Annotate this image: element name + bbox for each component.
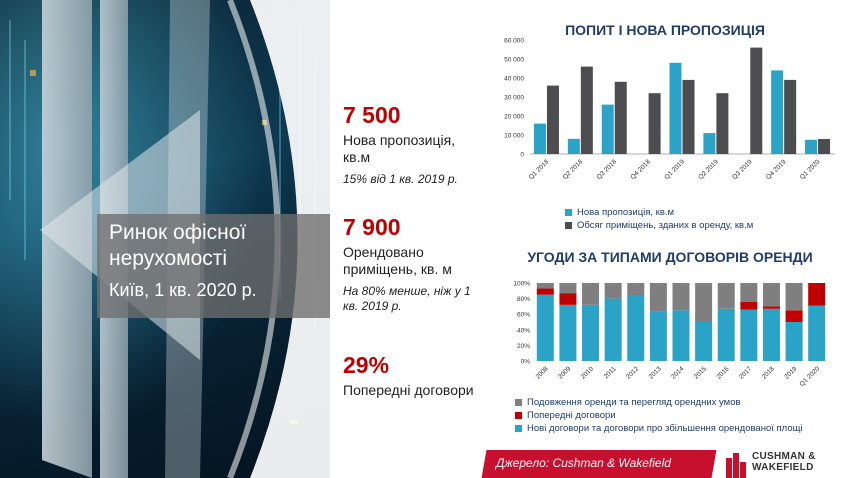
x-tick-label: Q3 2019 xyxy=(731,158,754,182)
stacked-bar-segment xyxy=(605,283,622,299)
stacked-bar-segment xyxy=(718,283,735,309)
x-tick-label: Q2 2018 xyxy=(561,158,585,182)
kpi-label: Попередні договори xyxy=(343,382,474,398)
x-tick-label: 2012 xyxy=(625,365,641,381)
legend-item xyxy=(565,219,753,232)
stacked-bar-segment xyxy=(650,311,667,361)
kpi-value: 29% xyxy=(343,352,390,378)
y-tick-label: 0% xyxy=(520,358,530,366)
kpi-value: 7 500 xyxy=(343,102,401,128)
bar-leased xyxy=(750,48,762,154)
x-tick-label: 2009 xyxy=(557,365,573,381)
legend-swatch xyxy=(515,425,522,432)
kpi-pre-leases xyxy=(343,352,483,399)
stacked-bar-segment xyxy=(559,293,576,305)
bar-leased xyxy=(649,93,661,154)
stacked-bar-segment xyxy=(740,283,757,302)
source-text: Джерело: Cushman & Wakefield xyxy=(496,456,671,470)
kpi-label: Нова пропозиція, кв.м xyxy=(343,132,456,165)
x-tick-label: Q2 2019 xyxy=(697,158,720,182)
y-tick-label: 50 000 xyxy=(504,56,524,64)
chart2-legend xyxy=(515,396,803,435)
kpi-label: Орендовано приміщень, кв. м xyxy=(343,244,452,277)
legend-label: Нові договори та договори про збільшення орендованої площі xyxy=(527,423,803,434)
stacked-bar-segment xyxy=(695,283,712,322)
x-tick-label: Q4 2019 xyxy=(764,158,788,182)
x-tick-label: 2013 xyxy=(647,365,663,381)
bar-leased xyxy=(581,67,593,154)
bar-new-supply xyxy=(602,105,614,154)
x-tick-label: Q1 2019 xyxy=(663,158,686,182)
y-tick-label: 30 000 xyxy=(504,94,524,102)
hero-image-panel xyxy=(0,0,330,478)
x-tick-label: 2018 xyxy=(760,365,776,381)
stacked-bar-segment xyxy=(763,306,780,308)
x-tick-label: 2014 xyxy=(670,365,686,381)
bar-new-supply xyxy=(703,133,715,154)
chart1-legend xyxy=(565,206,753,232)
bar-leased xyxy=(547,86,559,154)
stacked-bar-segment xyxy=(537,295,554,361)
legend-swatch xyxy=(565,209,572,216)
y-tick-label: 40% xyxy=(516,327,530,335)
bar-new-supply xyxy=(805,140,817,154)
legend-item xyxy=(565,206,753,219)
stacked-bar-segment xyxy=(605,299,622,361)
x-tick-label: 2015 xyxy=(692,365,709,381)
stacked-bar-segment xyxy=(537,288,554,294)
x-tick-label: Q1 2020 xyxy=(798,365,822,389)
bar-leased xyxy=(818,139,830,154)
bar-new-supply xyxy=(568,139,580,154)
legend-label: Подовження оренди та перегляд орендних умов xyxy=(527,397,741,408)
stacked-bar-segment xyxy=(582,283,599,305)
stacked-bar-segment xyxy=(650,283,667,311)
hero-title-box xyxy=(97,214,330,318)
stacked-bar-segment xyxy=(740,302,757,310)
bar-new-supply xyxy=(534,124,546,154)
x-tick-label: Q4 2018 xyxy=(629,158,653,182)
y-tick-label: 60% xyxy=(516,311,530,319)
y-tick-label: 80% xyxy=(516,296,530,304)
kpi-note: На 80% менше, ніж у 1 кв. 2019 р. xyxy=(343,284,471,313)
x-tick-label: Q1 2020 xyxy=(798,158,822,182)
y-tick-label: 0 xyxy=(520,151,524,159)
stacked-bar-segment xyxy=(627,283,644,295)
x-tick-label: 2017 xyxy=(738,365,754,381)
kpi-leased-space xyxy=(343,214,483,314)
bar-new-supply xyxy=(771,70,783,154)
y-tick-label: 100% xyxy=(513,280,530,288)
x-tick-label: 2016 xyxy=(715,365,731,381)
stacked-bar-segment xyxy=(808,306,825,361)
kpi-new-supply xyxy=(343,102,483,187)
bar-new-supply xyxy=(670,63,682,154)
hero-subtitle: Київ, 1 кв. 2020 р. xyxy=(109,280,257,300)
stacked-bar-segment xyxy=(763,283,780,306)
stacked-bar-segment xyxy=(786,322,803,361)
bar-leased xyxy=(683,80,695,154)
y-tick-label: 60 000 xyxy=(504,37,524,45)
hero-title: Ринок офісної нерухомості xyxy=(109,221,247,270)
legend-swatch xyxy=(565,222,572,229)
stacked-bar-segment xyxy=(559,305,576,361)
stacked-bar-segment xyxy=(627,295,644,361)
legend-swatch xyxy=(515,412,522,419)
stacked-bar-segment xyxy=(718,309,735,361)
legend-swatch xyxy=(515,399,522,406)
x-tick-label: 2011 xyxy=(602,365,618,381)
x-tick-label: Q1 2018 xyxy=(527,158,551,182)
stacked-bar-segment xyxy=(695,322,712,361)
x-tick-label: 2019 xyxy=(783,365,799,381)
x-tick-label: 2008 xyxy=(534,365,550,381)
lease-types-chart xyxy=(500,278,840,393)
chart2-title: УГОДИ ЗА ТИПАМИ ДОГОВОРІВ ОРЕНДИ xyxy=(527,249,813,265)
legend-item xyxy=(515,396,803,409)
stacked-bar-segment xyxy=(559,283,576,293)
legend-item xyxy=(515,409,803,422)
y-tick-label: 10 000 xyxy=(504,132,524,140)
legend-label: Обсяг приміщень, зданих в оренду, кв.м xyxy=(577,220,754,231)
legend-item xyxy=(515,422,803,435)
kpi-note: 15% від 1 кв. 2019 р. xyxy=(343,172,458,186)
legend-label: Нова пропозиція, кв.м xyxy=(577,207,675,218)
logo-wordmark xyxy=(752,451,816,473)
x-tick-label: Q3 2018 xyxy=(595,158,619,182)
stacked-bar-segment xyxy=(786,283,803,310)
chart1-title: ПОПИТ І НОВА ПРОПОЗИЦІЯ xyxy=(565,22,765,38)
demand-supply-chart xyxy=(490,36,840,201)
stacked-bar-segment xyxy=(740,310,757,361)
stacked-bar-segment xyxy=(786,310,803,322)
y-tick-label: 40 000 xyxy=(504,75,524,83)
stacked-bar-segment xyxy=(673,310,690,361)
x-tick-label: 2010 xyxy=(579,365,595,381)
y-tick-label: 20% xyxy=(516,342,530,350)
stacked-bar-segment xyxy=(808,283,825,306)
bar-leased xyxy=(716,93,728,154)
stacked-bar-segment xyxy=(763,309,780,361)
legend-label: Попередні договори xyxy=(527,410,616,421)
bar-leased xyxy=(615,82,627,154)
stacked-bar-segment xyxy=(582,305,599,361)
logo-line2: WAKEFIELD xyxy=(752,462,814,473)
bar-leased xyxy=(784,80,796,154)
y-tick-label: 20 000 xyxy=(504,113,524,121)
kpi-value: 7 900 xyxy=(343,214,401,240)
logo-line1: CUSHMAN & xyxy=(752,451,816,462)
stacked-bar-segment xyxy=(537,283,554,288)
stacked-bar-segment xyxy=(673,283,690,310)
